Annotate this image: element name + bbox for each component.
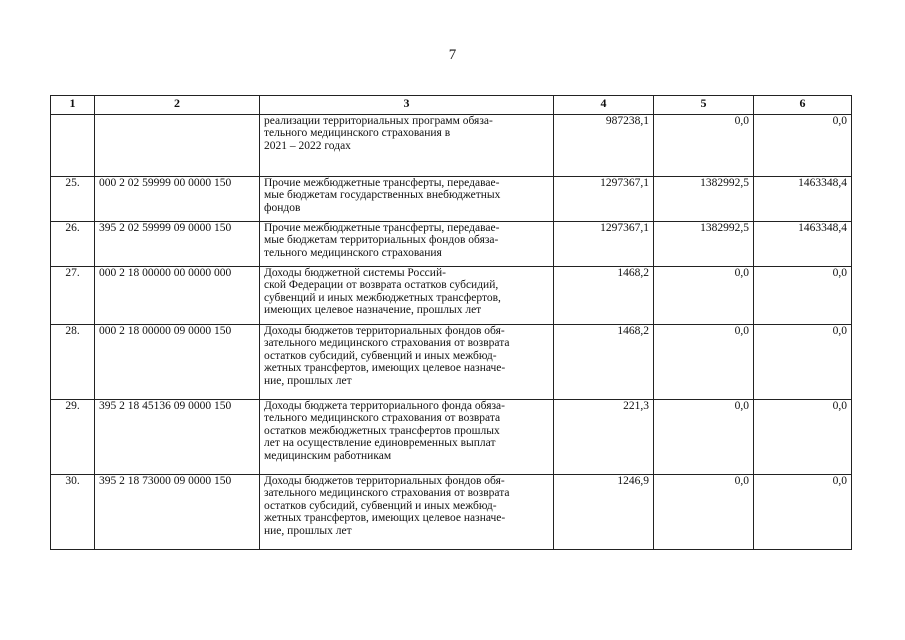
row-number: 28. (51, 325, 95, 400)
description-line: Доходы бюджетной системы Россий- (264, 267, 446, 279)
value-col-4: 221,3 (554, 400, 654, 475)
header-col-5: 5 (654, 96, 754, 115)
budget-code: 000 2 18 00000 00 0000 000 (95, 267, 260, 325)
description-line: ние, прошлых лет (264, 524, 352, 537)
value-col-5: 0,0 (654, 325, 754, 400)
budget-code: 000 2 02 59999 00 0000 150 (95, 177, 260, 222)
description-line: ние, прошлых лет (264, 374, 352, 387)
budget-revenue-table (50, 95, 852, 550)
row-number: 25. (51, 177, 95, 222)
description-line: остатков субсидий, субвенций и иных межбюд- (264, 499, 497, 512)
value-col-5: 0,0 (654, 267, 754, 325)
value-col-6: 0,0 (754, 325, 852, 400)
table-header-row (51, 96, 852, 115)
description-line: Доходы бюджетов территориальных фондов обя- (264, 475, 505, 487)
value-col-5: 0,0 (654, 400, 754, 475)
table-row (51, 475, 852, 550)
description-line: жетных трансфертов, имеющих целевое назначе- (264, 362, 506, 375)
value-col-4: 1468,2 (554, 267, 654, 325)
table-row (51, 177, 852, 222)
description-line: тельного медицинского страхования в (264, 127, 451, 140)
description-line: ской Федерации от возврата остатков субсидий, (264, 279, 499, 292)
page-number: 7 (448, 47, 457, 63)
description-line: реализации территориальных программ обяза- (264, 115, 493, 127)
table-row (51, 400, 852, 475)
row-number (51, 115, 95, 177)
value-col-4: 1246,9 (554, 475, 654, 550)
row-description (260, 267, 554, 325)
table-row (51, 222, 852, 267)
description-line: жетных трансфертов, имеющих целевое назначе- (264, 512, 506, 525)
description-line: зательного медицинского страхования от возврата (264, 487, 510, 500)
value-col-4: 1468,2 (554, 325, 654, 400)
value-col-6: 0,0 (754, 400, 852, 475)
value-col-5: 1382992,5 (654, 177, 754, 222)
description-line: мые бюджетам государственных внебюджетных (264, 189, 501, 202)
value-col-5: 1382992,5 (654, 222, 754, 267)
table-row (51, 267, 852, 325)
value-col-4: 987238,1 (554, 115, 654, 177)
description-line: субвенций и иных межбюджетных трансфертов, (264, 291, 501, 304)
value-col-6: 1463348,4 (754, 222, 852, 267)
description-line: лет на осуществление единовременных выплат (264, 437, 496, 450)
row-number: 27. (51, 267, 95, 325)
description-line: остатков межбюджетных трансфертов прошлых (264, 424, 500, 437)
budget-code: 395 2 18 45136 09 0000 150 (95, 400, 260, 475)
value-col-5: 0,0 (654, 475, 754, 550)
description-line: Прочие межбюджетные трансферты, передавае- (264, 177, 500, 189)
row-description (260, 222, 554, 267)
value-col-6: 0,0 (754, 475, 852, 550)
budget-code: 000 2 18 00000 09 0000 150 (95, 325, 260, 400)
description-line: Доходы бюджетов территориальных фондов обя- (264, 325, 505, 337)
header-col-3: 3 (260, 96, 554, 115)
budget-code: 395 2 02 59999 09 0000 150 (95, 222, 260, 267)
header-col-1: 1 (51, 96, 95, 115)
description-line: остатков субсидий, субвенций и иных межбюд- (264, 349, 497, 362)
description-line: Доходы бюджета территориального фонда обяза- (264, 400, 505, 412)
row-number: 29. (51, 400, 95, 475)
row-description (260, 115, 554, 177)
header-col-4: 4 (554, 96, 654, 115)
value-col-4: 1297367,1 (554, 222, 654, 267)
value-col-4: 1297367,1 (554, 177, 654, 222)
row-description (260, 325, 554, 400)
description-line: зательного медицинского страхования от возврата (264, 337, 510, 350)
description-line: мые бюджетам территориальных фондов обяза- (264, 234, 499, 247)
row-description (260, 475, 554, 550)
value-col-6: 0,0 (754, 267, 852, 325)
row-description (260, 177, 554, 222)
budget-code: 395 2 18 73000 09 0000 150 (95, 475, 260, 550)
description-line: тельного медицинского страхования (264, 246, 442, 259)
row-number: 26. (51, 222, 95, 267)
header-col-2: 2 (95, 96, 260, 115)
description-line: имеющих целевое назначение, прошлых лет (264, 304, 482, 317)
row-description (260, 400, 554, 475)
description-line: Прочие межбюджетные трансферты, передавае- (264, 222, 500, 234)
budget-code (95, 115, 260, 177)
description-line: тельного медицинского страхования от возврата (264, 412, 501, 425)
description-line: медицинским работникам (264, 449, 392, 462)
table-row (51, 115, 852, 177)
value-col-5: 0,0 (654, 115, 754, 177)
header-col-6: 6 (754, 96, 852, 115)
value-col-6: 1463348,4 (754, 177, 852, 222)
description-line: 2021 – 2022 годах (264, 139, 351, 152)
row-number: 30. (51, 475, 95, 550)
value-col-6: 0,0 (754, 115, 852, 177)
description-line: фондов (264, 201, 301, 214)
table-row (51, 325, 852, 400)
